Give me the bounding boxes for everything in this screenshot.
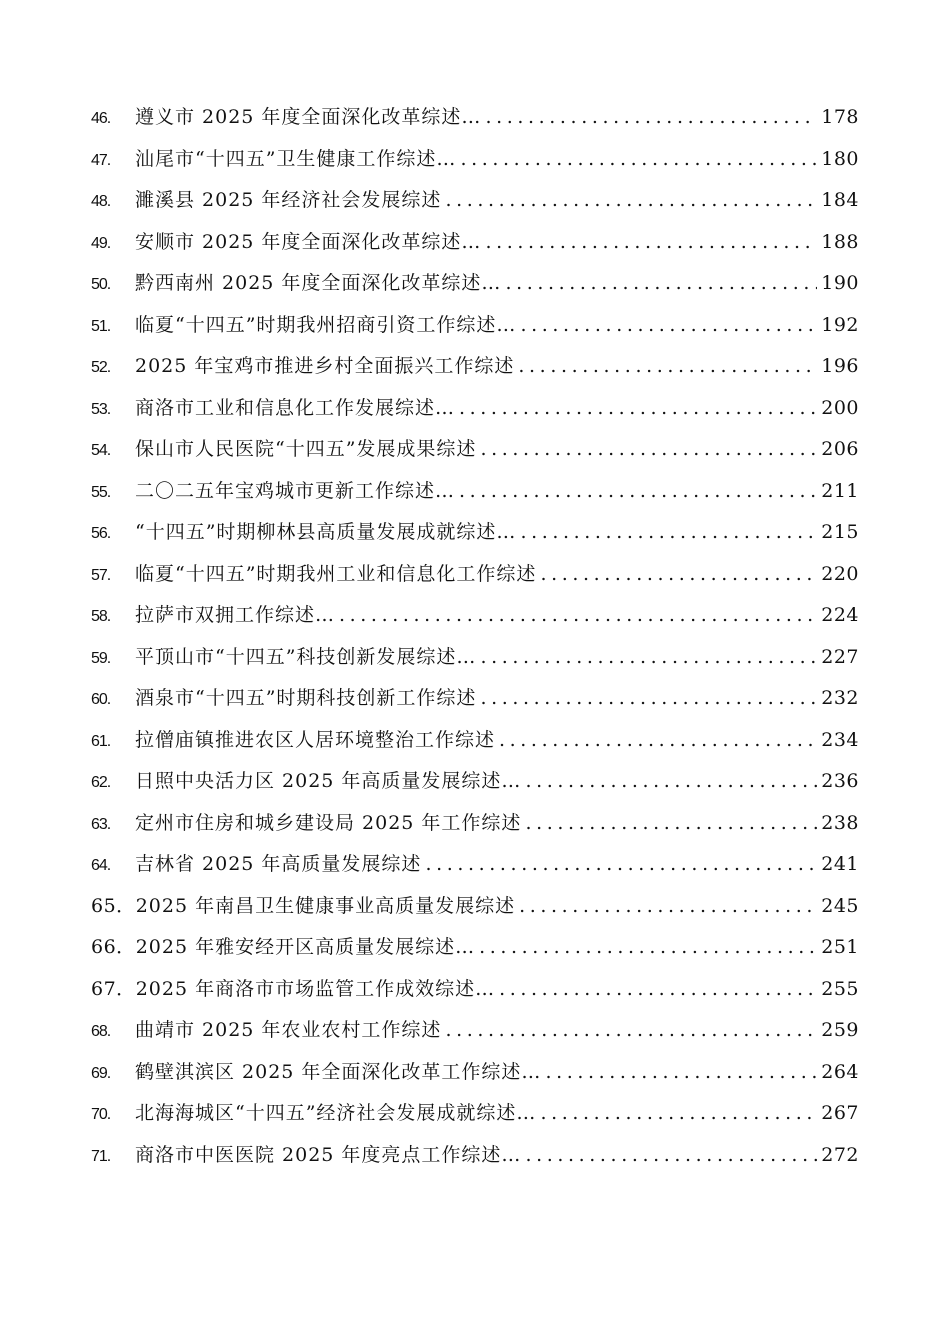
toc-entry[interactable] — [91, 97, 859, 139]
toc-entry-title: 2025 年南昌卫生健康事业高质量发展综述 — [135, 894, 516, 917]
toc-entry-title: 定州市住房和城乡建设局 2025 年工作综述 — [135, 811, 522, 834]
toc-entry-title: 日照中央活力区 2025 年高质量发展综述… — [135, 770, 522, 792]
toc-entry-number: 50. — [91, 276, 111, 293]
toc-entry-title: 鹤壁淇滨区 2025 年全面深化改革工作综述… — [135, 1060, 542, 1083]
dot-leader — [525, 1135, 817, 1177]
toc-entry-page-number: 188 — [821, 230, 859, 253]
dot-leader — [459, 388, 817, 430]
dot-leader — [479, 927, 817, 969]
toc-entry[interactable] — [91, 139, 859, 181]
toc-entry-page-number: 238 — [821, 811, 859, 834]
toc-entry-number: 48. — [91, 193, 111, 210]
toc-entry-number: 58. — [91, 608, 111, 625]
dot-leader — [545, 1052, 817, 1094]
toc-entry-number: 69. — [91, 1064, 111, 1082]
toc-entry-page-number: 215 — [821, 521, 859, 543]
toc-entry-title: “十四五”时期柳林县高质量发展成就综述… — [135, 521, 517, 543]
toc-entry[interactable] — [91, 222, 859, 264]
toc-entry-title: 商洛市工业和信息化工作发展综述… — [135, 396, 456, 419]
toc-entry[interactable] — [91, 554, 859, 596]
toc-entry-page-number: 224 — [821, 604, 859, 626]
toc-entry[interactable] — [91, 180, 859, 222]
toc-entry-number: 65． — [91, 894, 136, 917]
toc-entry-number: 66． — [91, 936, 136, 958]
dot-leader — [445, 180, 817, 222]
toc-entry-title: 濉溪县 2025 年经济社会发展综述 — [135, 189, 442, 211]
toc-entry[interactable] — [91, 595, 859, 637]
toc-entry-page-number: 180 — [821, 147, 859, 170]
toc-entry-page-number: 245 — [821, 894, 859, 917]
toc-entry-number: 46. — [91, 110, 111, 127]
toc-entry-number: 53. — [91, 400, 111, 418]
dot-leader — [485, 97, 817, 139]
toc-entry-number: 49. — [91, 234, 111, 252]
toc-entry[interactable] — [91, 1135, 859, 1177]
toc-entry-page-number: 206 — [821, 438, 859, 460]
toc-entry-title: 酒泉市“十四五”时期科技创新工作综述 — [135, 687, 477, 709]
toc-entry-number: 59. — [91, 649, 111, 667]
toc-entry-title: 保山市人民医院“十四五”发展成果综述 — [135, 438, 477, 460]
toc-entry-title: 拉僧庙镇推进农区人居环境整治工作综述 — [135, 728, 496, 751]
toc-entry-page-number: 220 — [821, 562, 859, 585]
toc-entry-page-number: 190 — [821, 272, 859, 294]
toc-entry-page-number: 255 — [821, 977, 859, 1000]
toc-entry[interactable] — [91, 1052, 859, 1094]
dot-leader — [480, 429, 817, 471]
toc-entry-title: 临夏“十四五”时期我州招商引资工作综述… — [135, 313, 517, 336]
toc-entry-number: 64. — [91, 857, 111, 874]
toc-entry[interactable] — [91, 305, 859, 347]
toc-entry[interactable] — [91, 429, 859, 471]
toc-entry-title: 北海海城区“十四五”经济社会发展成就综述… — [135, 1102, 537, 1124]
toc-entry[interactable] — [91, 761, 859, 803]
dot-leader — [505, 263, 817, 305]
dot-leader — [485, 222, 817, 264]
toc-entry-number: 70. — [91, 1106, 111, 1123]
dot-leader — [499, 720, 817, 762]
toc-entry-title: 2025 年宝鸡市推进乡村全面振兴工作综述 — [135, 355, 515, 377]
toc-entry-page-number: 251 — [821, 936, 859, 958]
dot-leader — [459, 471, 817, 513]
toc-entry-page-number: 178 — [821, 106, 859, 128]
dot-leader — [520, 512, 817, 554]
toc-entry-title: 临夏“十四五”时期我州工业和信息化工作综述 — [135, 562, 537, 585]
toc-entry-number: 52. — [91, 359, 111, 376]
dot-leader — [425, 844, 817, 886]
dot-leader — [525, 803, 817, 845]
toc-entry-title: 2025 年雅安经开区高质量发展综述… — [135, 936, 476, 958]
toc-entry-number: 54. — [91, 442, 111, 459]
toc-entry-title: 汕尾市“十四五”卫生健康工作综述… — [135, 147, 457, 170]
toc-entry-number: 62. — [91, 774, 111, 791]
toc-entry-page-number: 241 — [821, 853, 859, 875]
toc-entry-title: 遵义市 2025 年度全面深化改革综述… — [135, 106, 482, 128]
toc-entry[interactable] — [91, 927, 859, 969]
toc-entry-page-number: 236 — [821, 770, 859, 792]
toc-entry-number: 60. — [91, 691, 111, 708]
toc-entry-page-number: 196 — [821, 355, 859, 377]
toc-entry-page-number: 234 — [821, 728, 859, 751]
toc-entry-number: 56. — [91, 525, 111, 542]
toc-entry-page-number: 272 — [821, 1143, 859, 1166]
toc-entry-title: 吉林省 2025 年高质量发展综述 — [135, 853, 422, 875]
toc-entry[interactable] — [91, 388, 859, 430]
toc-entry[interactable] — [91, 512, 859, 554]
toc-entry[interactable] — [91, 471, 859, 513]
dot-leader — [499, 969, 817, 1011]
dot-leader — [519, 886, 817, 928]
toc-entry-number: 55. — [91, 483, 111, 501]
dot-leader — [445, 1010, 817, 1052]
toc-entry-page-number: 192 — [821, 313, 859, 336]
dot-leader — [520, 305, 817, 347]
dot-leader — [540, 554, 817, 596]
toc-entry[interactable] — [91, 1010, 859, 1052]
toc-entry-title: 拉萨市双拥工作综述… — [135, 604, 336, 626]
toc-entry[interactable] — [91, 803, 859, 845]
toc-entry-number: 71. — [91, 1147, 111, 1165]
toc-entry-page-number: 259 — [821, 1019, 859, 1041]
toc-entry-page-number: 267 — [821, 1102, 859, 1124]
toc-entry-page-number: 232 — [821, 687, 859, 709]
dot-leader — [460, 139, 817, 181]
toc-entry-title: 2025 年商洛市市场监管工作成效综述… — [135, 977, 496, 1000]
toc-entry[interactable] — [91, 844, 859, 886]
dot-leader — [540, 1093, 817, 1135]
toc-entry-title: 二〇二五年宝鸡城市更新工作综述… — [135, 479, 456, 502]
toc-entry-title: 安顺市 2025 年度全面深化改革综述… — [135, 230, 482, 253]
toc-entry-number: 47. — [91, 151, 111, 169]
toc-entry-page-number: 227 — [821, 645, 859, 668]
dot-leader — [518, 346, 817, 388]
toc-entry[interactable] — [91, 886, 859, 928]
toc-entry-page-number: 184 — [821, 189, 859, 211]
dot-leader — [480, 678, 817, 720]
toc-entry-number: 63. — [91, 815, 111, 833]
toc-entry[interactable] — [91, 637, 859, 679]
toc-entry-number: 61. — [91, 732, 111, 750]
toc-entry[interactable] — [91, 969, 859, 1011]
toc-entry-page-number: 264 — [821, 1060, 859, 1083]
toc-entry-number: 67． — [91, 977, 136, 1000]
dot-leader — [525, 761, 817, 803]
toc-entry-title: 黔西南州 2025 年度全面深化改革综述… — [135, 272, 502, 294]
toc-entry-title: 曲靖市 2025 年农业农村工作综述 — [135, 1019, 442, 1041]
toc-entry[interactable] — [91, 263, 859, 305]
toc-entry-page-number: 200 — [821, 396, 859, 419]
dot-leader — [339, 595, 817, 637]
toc-entry[interactable] — [91, 720, 859, 762]
toc-entry[interactable] — [91, 678, 859, 720]
toc-entry-page-number: 211 — [821, 479, 859, 502]
toc-entry[interactable] — [91, 1093, 859, 1135]
toc-entry-title: 平顶山市“十四五”科技创新发展综述… — [135, 645, 477, 668]
table-of-contents — [91, 97, 859, 1176]
toc-entry-title: 商洛市中医医院 2025 年度亮点工作综述… — [135, 1143, 522, 1166]
toc-entry-number: 68. — [91, 1023, 111, 1040]
toc-entry-number: 57. — [91, 566, 111, 584]
toc-entry[interactable] — [91, 346, 859, 388]
dot-leader — [480, 637, 817, 679]
toc-entry-number: 51. — [91, 317, 111, 335]
